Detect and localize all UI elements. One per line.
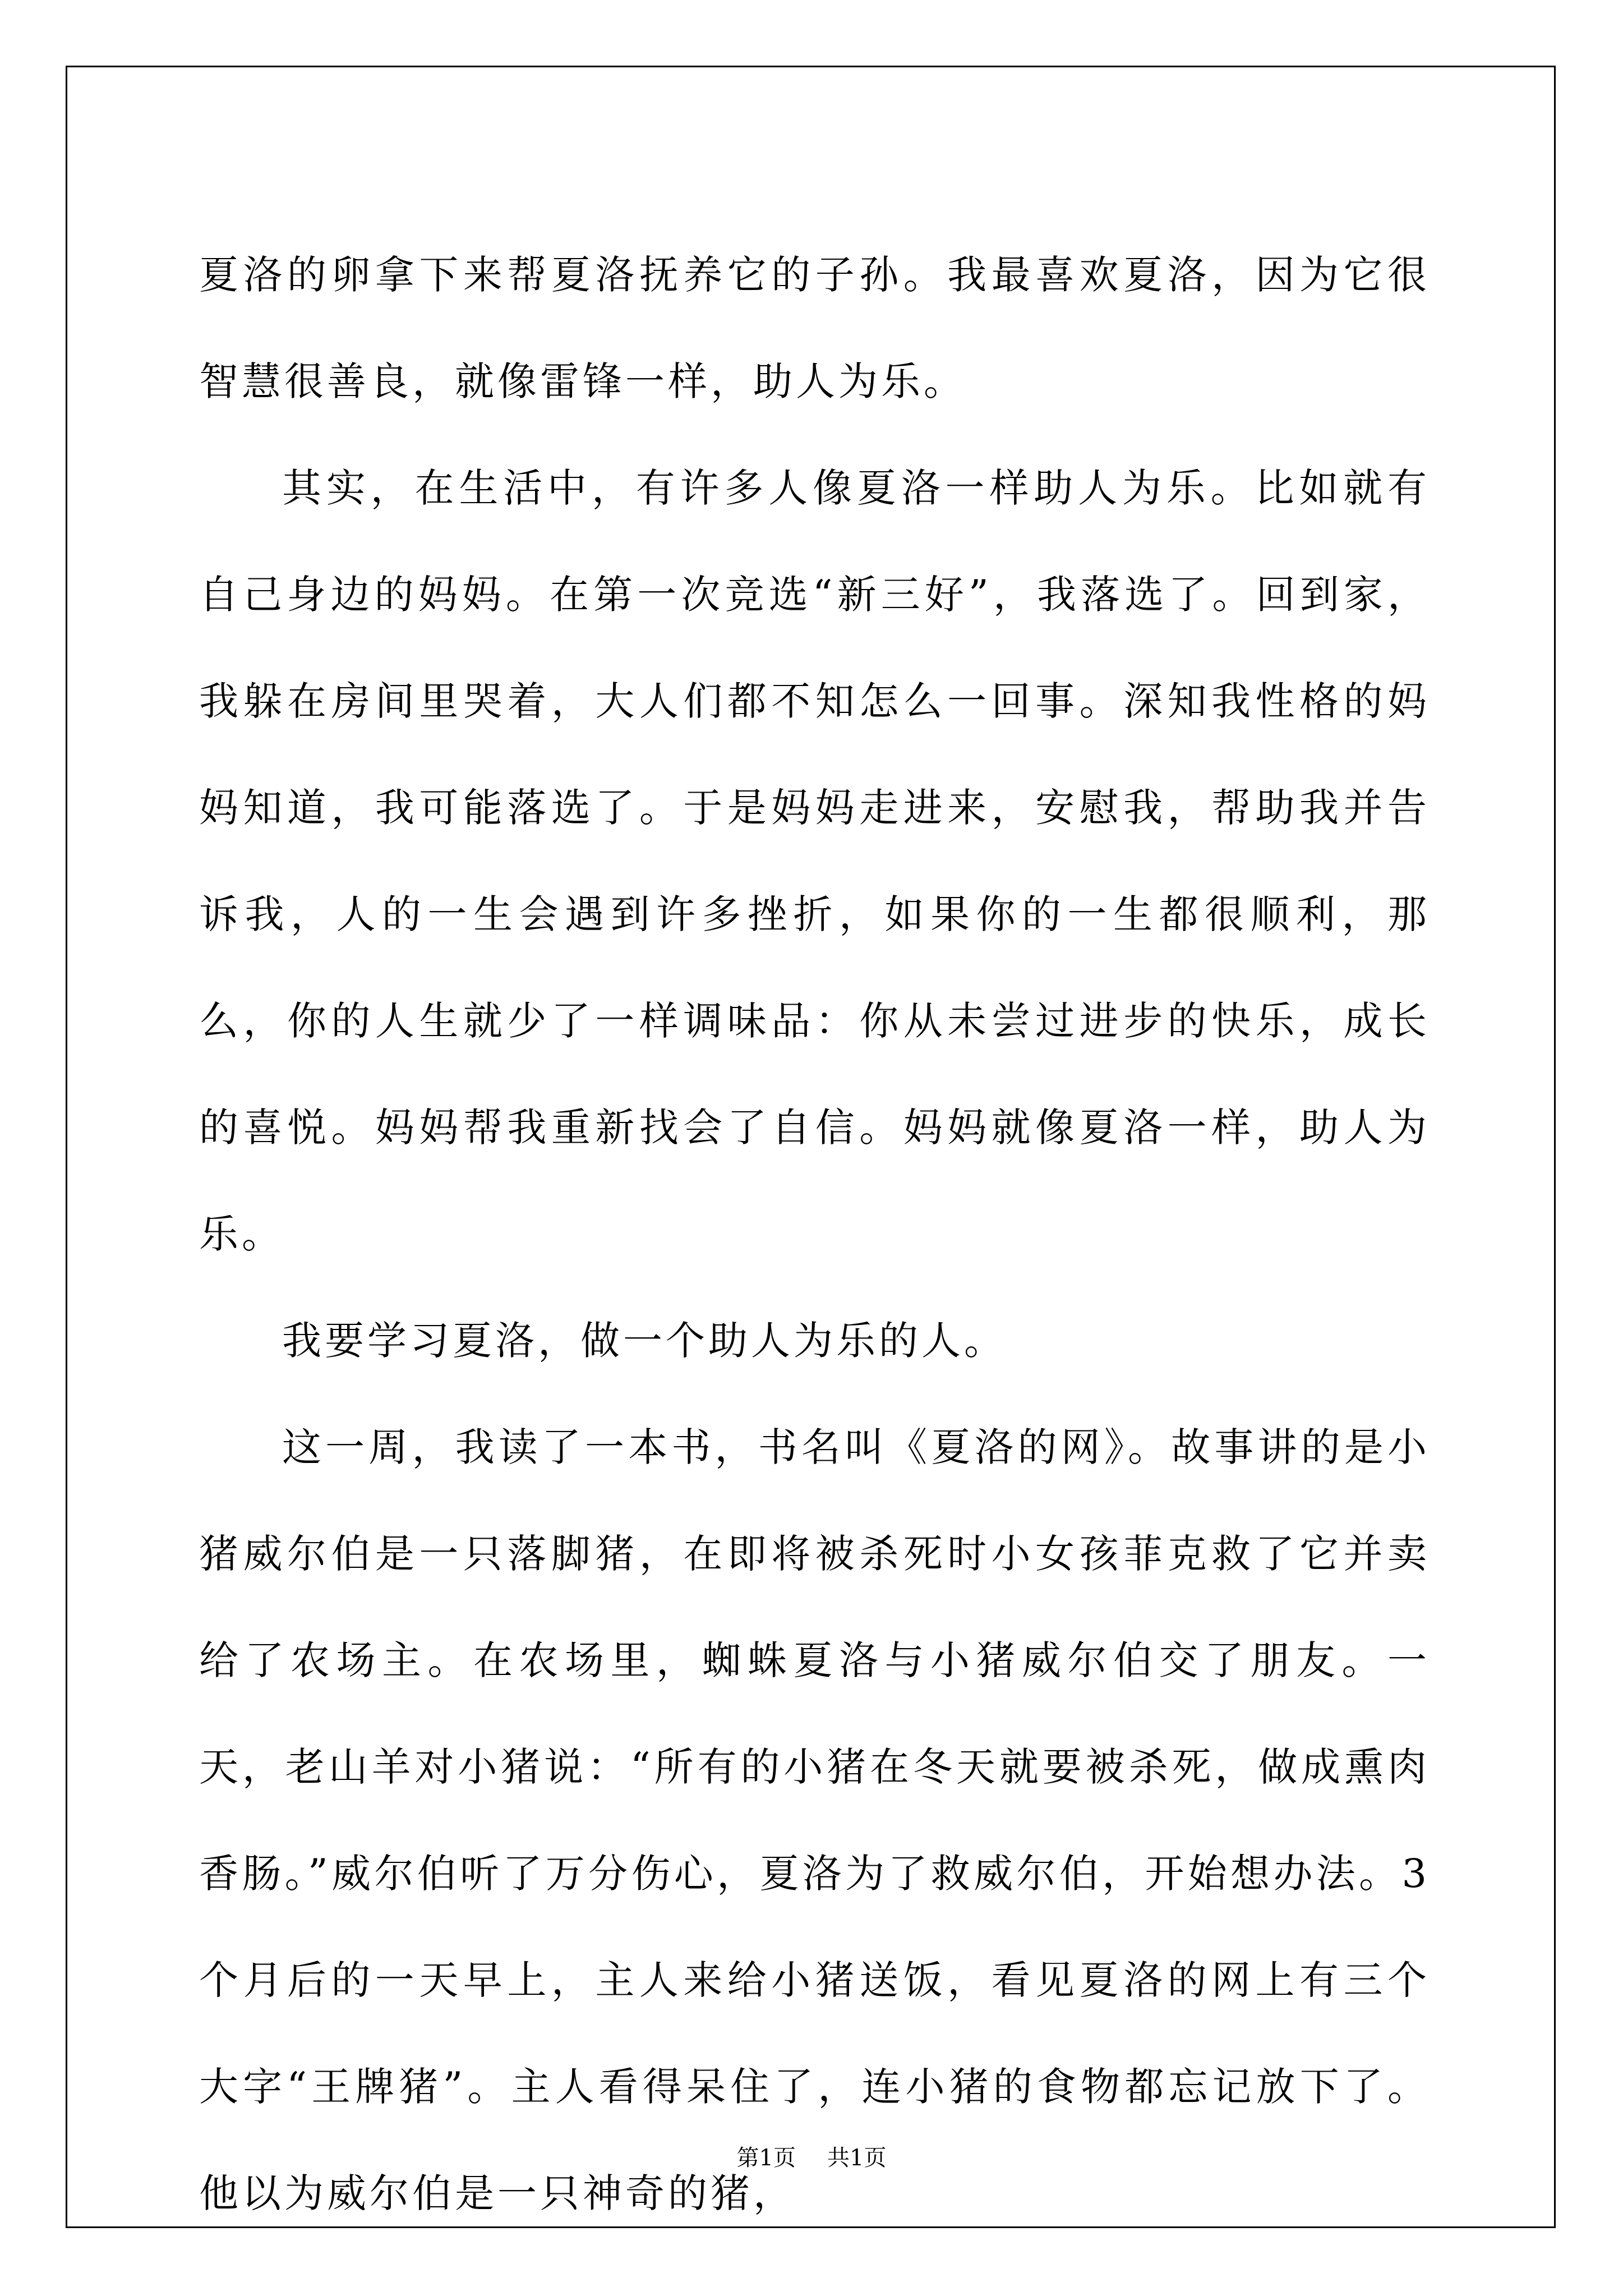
page-number: 第1页 xyxy=(736,2145,796,2171)
page-footer xyxy=(0,2144,1623,2172)
document-body xyxy=(199,222,1430,2247)
paragraph-3: 我要学习夏洛，做一个助人为乐的人。 xyxy=(282,1318,1007,1364)
paragraph-2: 其实，在生活中，有许多人像夏洛一样助人为乐。比如就有自己身边的妈妈。在第一次竞选“新三好”，我落选了。回到家，我躲在房间里哭着，大人们都不知怎么一回事。深知我性格的妈妈知道，我可能落选了。于是妈妈走进来，安慰我，帮助我并告诉我，人的一生会遇到许多挫折，如果你的一生都很顺利，那么，你的人生就少了一样调味品：你从未尝过进步的快乐，成长的喜悦。妈妈帮我重新找会了自信。妈妈就像夏洛一样，助人为乐。 xyxy=(199,465,1430,1257)
paragraph-4: 这一周，我读了一本书，书名叫《夏洛的网》。故事讲的是小猪威尔伯是一只落脚猪，在即将被杀死时小女孩菲克救了它并卖给了农场主。在农场里，蜘蛛夏洛与小猪威尔伯交了朋友。一天，老山羊对小猪说：“所有的小猪在冬天就要被杀死，做成熏肉香肠。”威尔伯听了万分伤心，夏洛为了救威尔伯，开始想办法。3个月后的一天早上，主人来给小猪送饭，看见夏洛的网上有三个大字“王牌猪”。主人看得呆住了，连小猪的食物都忘记放下了。他以为威尔伯是一只神奇的猪， xyxy=(199,1424,1430,2216)
paragraph-1: 夏洛的卵拿下来帮夏洛抚养它的子孙。我最喜欢夏洛，因为它很智慧很善良，就像雷锋一样，助人为乐。 xyxy=(199,252,1430,404)
page-total: 共1页 xyxy=(827,2145,887,2171)
